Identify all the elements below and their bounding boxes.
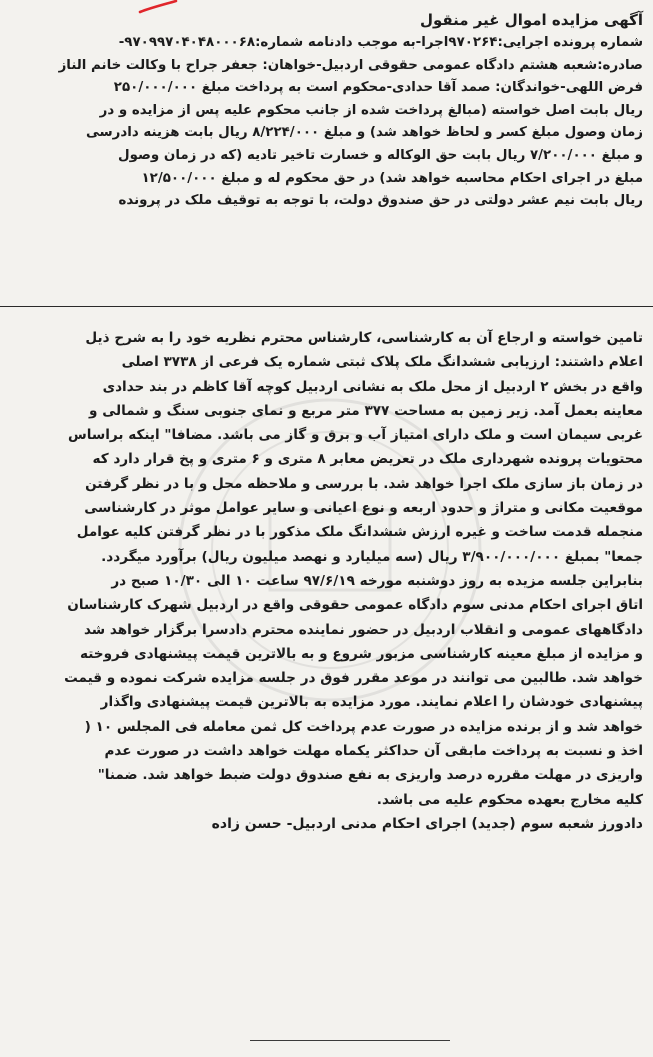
- notice-line: تامین خواسته و ارجاع آن به کارشناسی، کارشناس محترم نظریه خود را به شرح ذیل: [85, 330, 643, 346]
- notice-line: بنابراین جلسه مزیده به روز دوشنبه مورخه ۹۷/۶/۱۹ ساعت ۱۰ الی ۱۰/۳۰ صبح در: [111, 572, 643, 589]
- notice-signature: دادورز شعبه سوم (جدید) اجرای احکام مدنی اردبیل- حسن زاده: [211, 815, 643, 832]
- notice-line: اتاق اجرای احکام مدنی سوم دادگاه عمومی حقوقی واقع در اردبیل شهرک کارشناسان: [67, 597, 643, 614]
- notice-line: واریزی در مهلت مقرره درصد واریزی به نفع صندوق دولت ضبط خواهد شد. ضمنا": [97, 767, 643, 784]
- notice-line: خواهد شد و از برنده مزایده در صورت عدم پرداخت کل ثمن معامله فی المجلس ۱۰ (: [84, 718, 643, 735]
- clipping-divider: [0, 306, 653, 307]
- notice-line: موقعیت مکانی و متراژ و حدود اربعه و نوع اعیانی و سایر عوامل موثر در کارشناسی: [84, 500, 643, 517]
- notice-line: معاینه بعمل آمد. زیر زمین به مساحت ۳۷۷ متر مربع و نمای جنوبی سنگ و شمالی و: [89, 402, 643, 419]
- notice-line: اخذ و نسبت به پرداخت مابقی آن حداکثر یکماه مهلت خواهد داشت در صورت عدم: [104, 743, 643, 760]
- signature-underline: [250, 1040, 450, 1041]
- notice-line: منجمله قدمت ساخت و غیره ارزش ششدانگ ملک مذکور با در نظر گرفتن کلیه عوامل: [76, 524, 643, 541]
- notice-line: مبلغ در اجرای احکام محاسبه خواهد شد) در حق محکوم له و مبلغ ۱۲/۵۰۰/۰۰۰: [141, 170, 643, 186]
- notice-line: و مبلغ ۷/۲۰۰/۰۰۰ ریال بابت حق الوکاله و خسارت تاخیر تادیه (که در زمان وصول: [117, 147, 643, 163]
- notice-line: شماره پرونده اجرایی:۹۷۰۲۶۴اجرا-به موجب دادنامه شماره:۹۷۰۹۹۷۰۴۰۴۸۰۰۰۶۸-: [118, 35, 643, 50]
- notice-line: ریال بابت نیم عشر دولتی در حق صندوق دولت، با توجه به توقیف ملک در پرونده: [118, 193, 643, 209]
- notice-line: غربی سیمان است و ملک دارای امتیاز آب و برق و گاز می باشد. مضافا" اینکه براساس: [68, 427, 643, 444]
- notice-line: جمعا" بمبلغ ۳/۹۰۰/۰۰۰/۰۰۰ ریال (سه میلیارد و نهصد میلیون ریال) برآورد میگردد.: [101, 548, 643, 565]
- notice-line: فرض اللهی-خواندگان: صمد آقا حدادی-محکوم است به پرداخت مبلغ ۲۵۰/۰۰۰/۰۰۰: [113, 80, 643, 96]
- notice-line: واقع در بخش ۲ اردبیل از محل ملک به نشانی اردبیل کوچه آقا کاظم در بند حدادی: [102, 378, 643, 395]
- notice-line: دادگاههای عمومی و انقلاب اردبیل در حضور نماینده محترم دادسرا برگزار خواهد شد: [83, 621, 643, 638]
- notice-line: پیشنهادی خودشان را اعلام نمایند. مورد مزایده به بالاترین قیمت پیشنهادی واگذار: [100, 694, 643, 711]
- notice-line: در زمان باز سازی ملک اجرا خواهد شد. با بررسی و ملاحظه محل و با در نظر گرفتن: [85, 475, 643, 492]
- notice-title: آگهی مزایده اموال غیر منقول: [419, 11, 643, 29]
- notice-line: و مزایده از مبلغ معینه کارشناسی مزبور شروع و به بالاترین قیمت پیشنهادی فروخته: [80, 645, 643, 662]
- notice-body-section: [8, 326, 643, 832]
- notice-line: اعلام داشتند: ارزیابی ششدانگ ملک پلاک ثبتی شماره یک فرعی از ۳۷۳۸ اصلی: [121, 354, 643, 371]
- notice-line: صادره:شعبه هشتم دادگاه عمومی حقوقی اردبیل-خواهان: جعفر جراح با وکالت خانم الناز: [58, 57, 643, 73]
- notice-line: ریال بابت اصل خواسته (مبالغ پرداخت شده از جانب محکوم علیه پس از مزایده و در: [99, 102, 643, 118]
- notice-line: محتویات پرونده شهرداری ملک در تعریض معابر ۸ متری و ۶ متری و پخ قرار دارد که: [92, 451, 643, 468]
- notice-line: زمان وصول مبلغ کسر و لحاظ خواهد شد) و مبلغ ۸/۲۲۴/۰۰۰ ریال بابت هزینه دادرسی: [85, 125, 643, 141]
- notice-line: خواهد شد. طالبین می توانند در موعد مقرر فوق در جلسه مزایده شرکت نموده و قیمت: [64, 670, 643, 687]
- notice-line: کلیه مخارج بعهده محکوم علیه می باشد.: [376, 791, 643, 808]
- auction-notice: [8, 8, 643, 322]
- notice-header-section: [8, 32, 643, 322]
